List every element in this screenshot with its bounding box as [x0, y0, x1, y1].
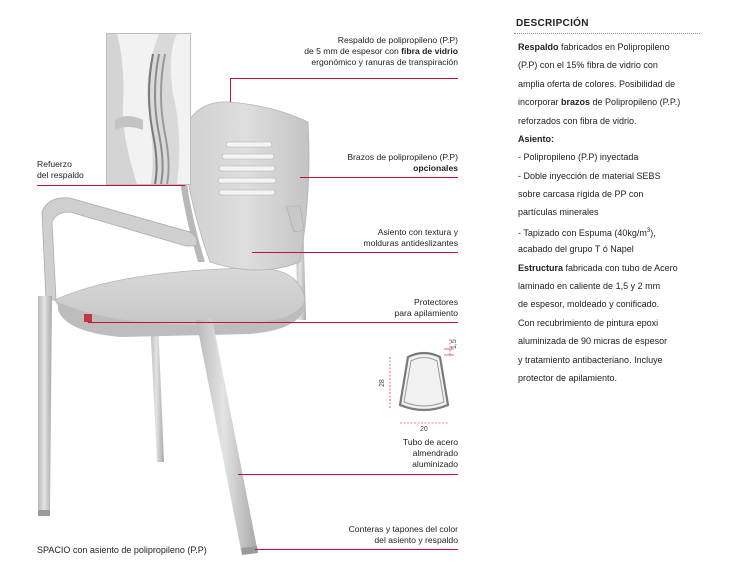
leader-respaldo-drop: [230, 78, 231, 102]
leader-conteras: [255, 549, 458, 550]
leader-protectores: [88, 322, 458, 323]
desc-line-18: y tratamiento antibacteriano. Incluye: [518, 355, 663, 365]
front-right-leg: [196, 318, 257, 550]
desc-line-6: Asiento:: [518, 134, 554, 144]
description-divider: [514, 33, 700, 34]
desc-line-10: partículas minerales: [518, 207, 599, 217]
annotation-conteras: Conteras y tapones del color del asiento y respaldo: [348, 524, 458, 545]
annotation-protectores: Protectores para apilamiento: [394, 297, 458, 318]
leader-tubo: [238, 474, 458, 475]
desc-line-17: aluminizada de 90 micras de espesor: [518, 336, 668, 346]
desc-line-2: (P.P) con el 15% fibra de vidrio con: [518, 60, 658, 70]
annotation-brazos: Brazos de polipropileno (P.P) opcionales: [347, 152, 458, 173]
stacking-protector: [84, 314, 92, 322]
desc-line-11: - Tapizado con Espuma $(40kg/m^3)$,: [518, 228, 656, 238]
desc-line-19: protector de apilamiento.: [518, 373, 618, 383]
desc-line-15: de espesor, moldeado y conificado.: [518, 299, 660, 309]
desc-line-16: Con recubrimiento de pintura epoxi: [518, 318, 659, 328]
leader-refuerzo: [37, 185, 185, 186]
leader-asiento: [252, 252, 458, 253]
tube-section-diagram: [380, 335, 470, 435]
annotation-tubo: Tubo de acero almendrado aluminizado: [402, 437, 458, 469]
leader-brazos: [300, 177, 458, 178]
front-left-leg: [38, 296, 52, 512]
dim-height: 28: [379, 379, 386, 387]
backrest: [182, 102, 309, 270]
description-title: DESCRIPCIÓN: [516, 18, 589, 29]
dim-thickness: 1,5: [451, 339, 458, 349]
leader-respaldo: [230, 78, 458, 79]
annotation-respaldo: Respaldo de polipropileno (P.P) de 5 mm de espesor con fibra de vidrio ergonómico y ranuras de transpiración: [304, 35, 458, 67]
desc-line-8: - Doble inyección de material SEBS: [518, 171, 661, 181]
rear-left-leg: [150, 318, 164, 462]
annotation-asiento: Asiento con textura y molduras antideslizantes: [363, 227, 458, 248]
desc-line-12: acabado del grupo T ó Napel: [518, 244, 634, 254]
backrest-closeup-inset: [106, 33, 191, 185]
desc-line-9: sobre carcasa rígida de PP con: [518, 189, 644, 199]
desc-line-4: incorporar brazos de Polipropileno (P.P.): [518, 97, 681, 107]
product-caption: SPACIO con asiento de polipropileno (P.P): [37, 545, 207, 555]
cap-front-left: [38, 510, 50, 516]
desc-line-5: reforzados con fibra de vidrio.: [518, 116, 637, 126]
annotation-refuerzo: Refuerzo del respaldo: [37, 159, 84, 180]
desc-line-13: Estructura fabricada con tubo de Acero: [518, 263, 678, 273]
desc-line-14: laminado en caliente de 1,5 y 2 mm: [518, 281, 661, 291]
desc-line-7: - Polipropileno (P.P) inyectada: [518, 152, 639, 162]
desc-line-1: Respaldo fabricados en Polipropileno: [518, 42, 670, 52]
desc-line-3: amplia oferta de colores. Posibilidad de: [518, 79, 676, 89]
dim-width: 20: [420, 426, 428, 433]
